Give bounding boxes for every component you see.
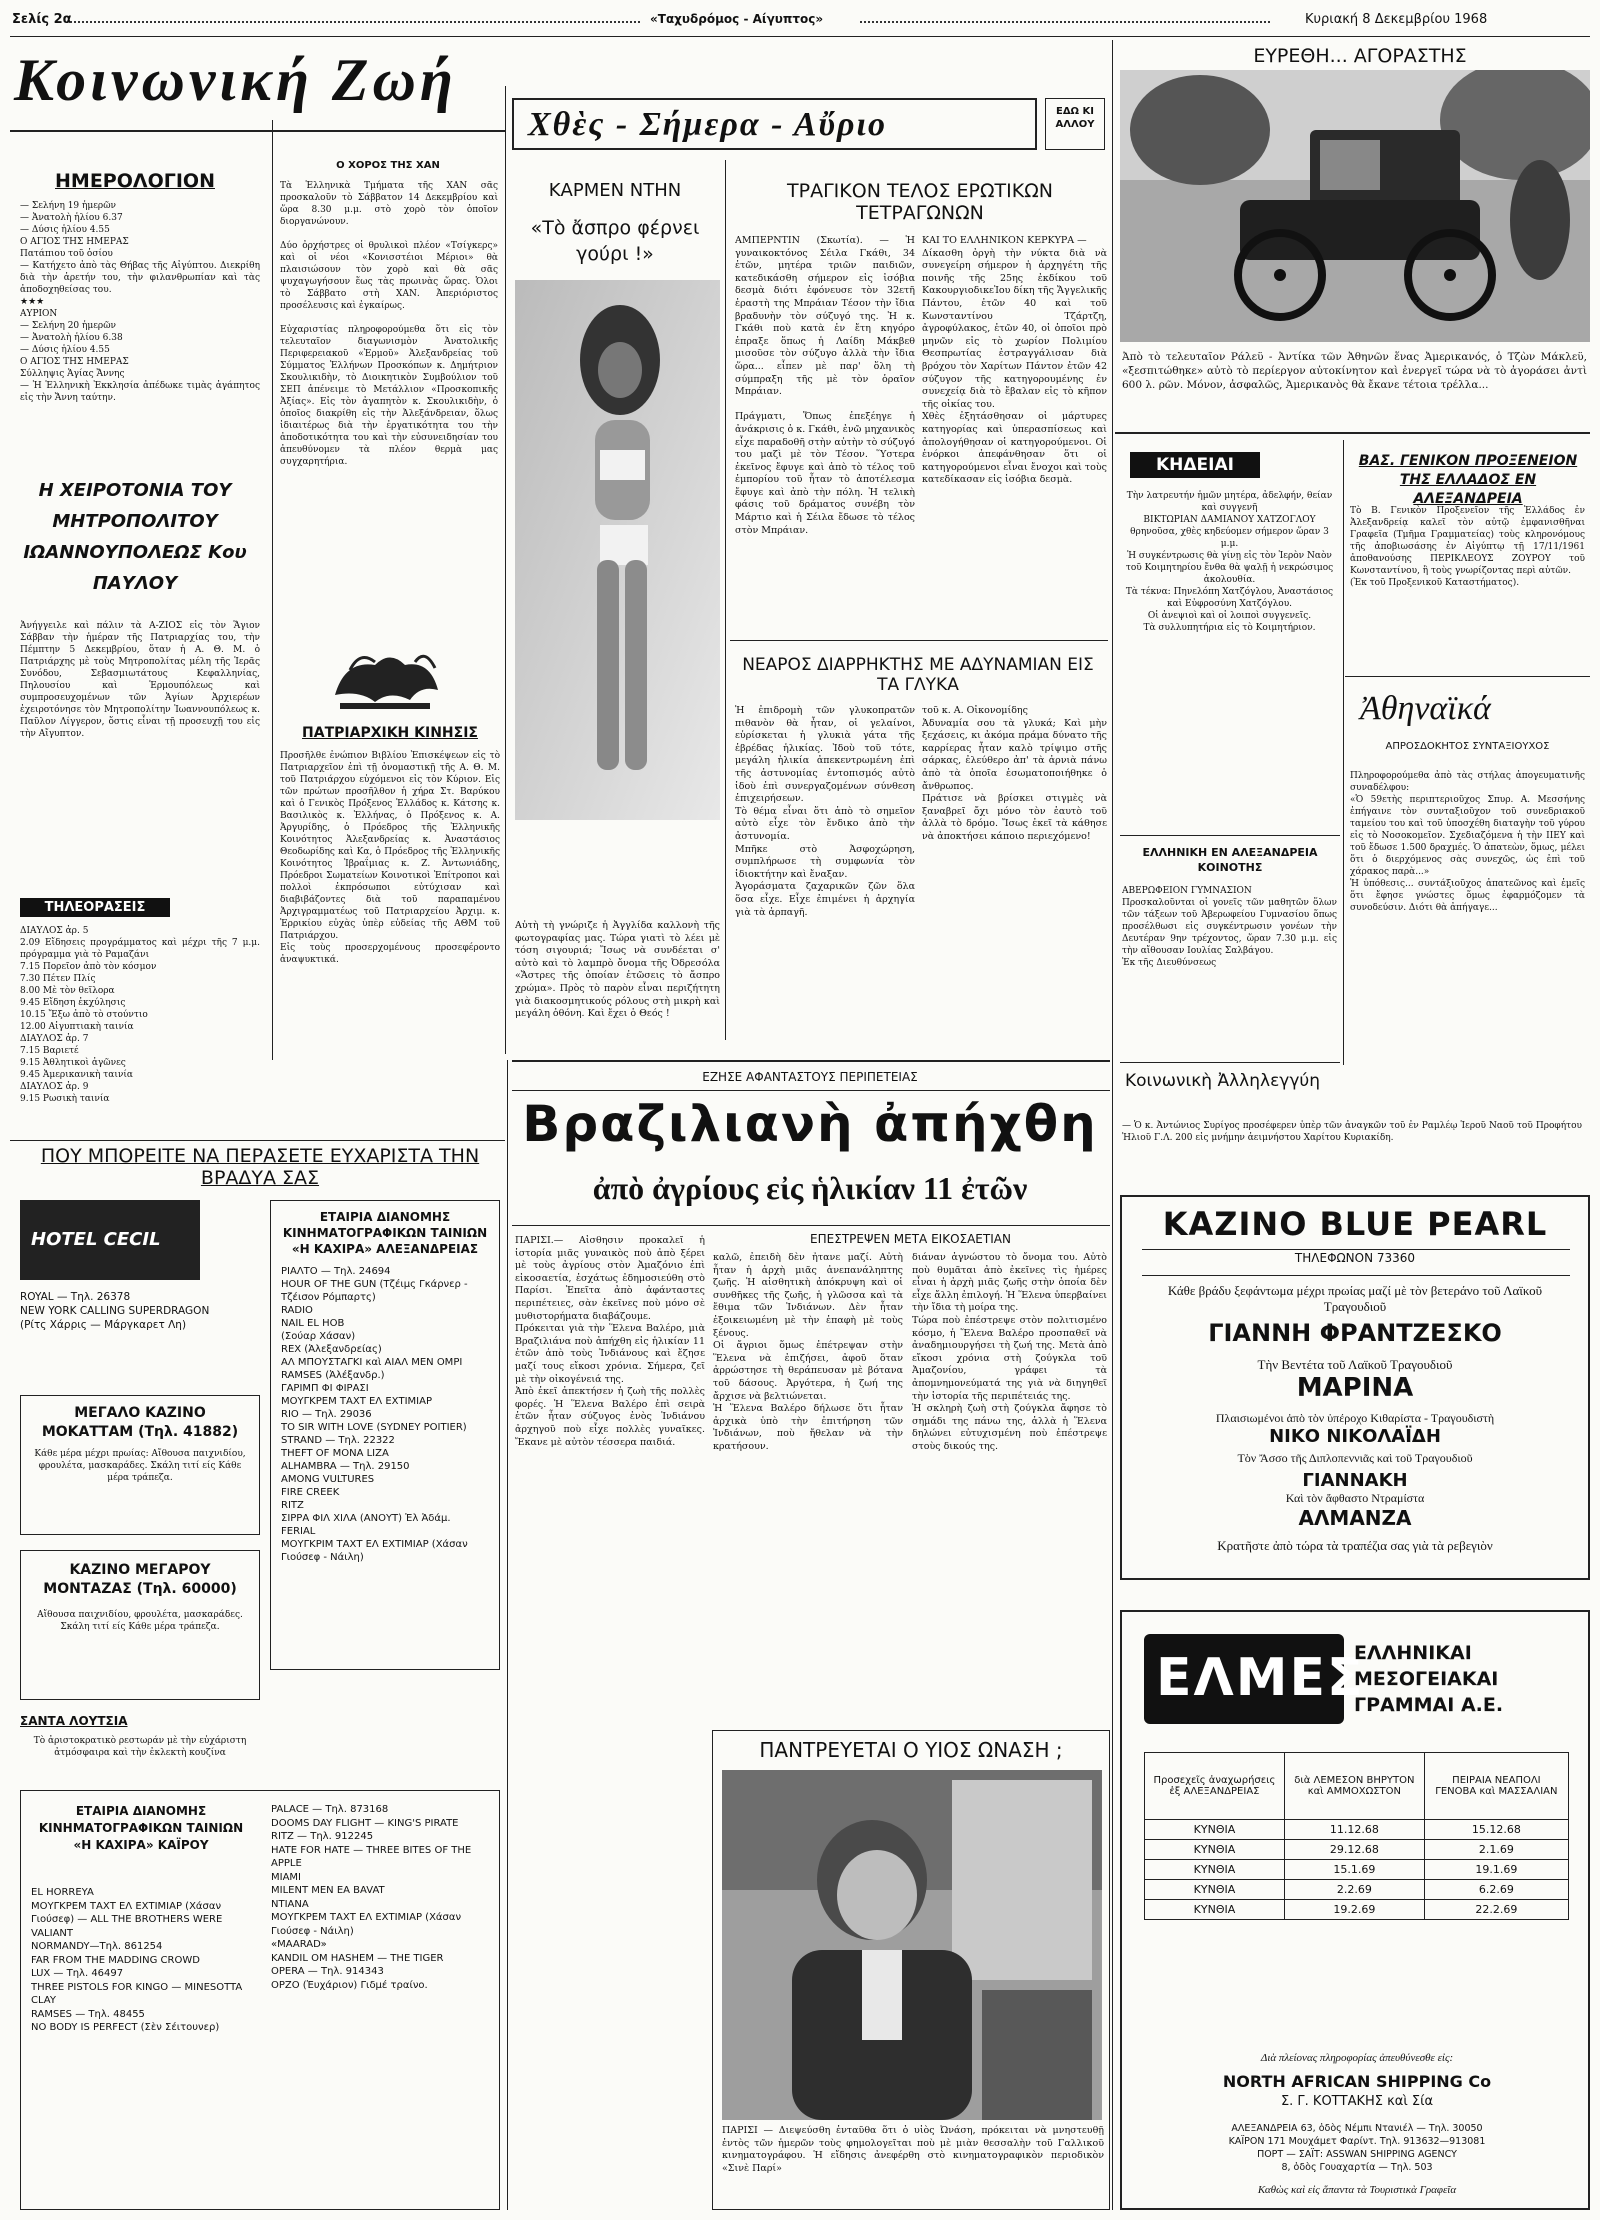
karmen-photo [515,280,720,820]
brazil-col1: ΠΑΡΙΣΙ.— Αἰσθησιν προκαλεῖ ἡ ἱστορία μιᾶς γυναικὸς ποὺ ἀπὸ ξέρει μὲ τοὺς ἀγρίους στὸν Ἀμαζόνιο ἐπὶ εἰκοσαετία, ἐσχάτως ἐδημοσιεύθη στὸ Παρίσι. Ἐπεῖτα ἀπὸ ἀφάνταστες περιπέτειες, σὰν ἐκεῖνες ποὺ μόνο σὲ μυθιστορήματα διαβάζουμε. Πρόκειται γιὰ τὴν Ἕλενα Βαλέρο, μιὰ Βραζιλιάνα ποὺ ἀπήχθη εἰς ἡλικίαν 11 ἐτῶν ἀπὸ τοὺς Ἰνδιάνους καὶ ἔζησε μαζί τους εἴκοσι χρόνια. Σήμερα, ζεῖ μὲ τὴν οἰκογένειά της. Ἀπὸ ἐκεῖ ἀπεκτήσεν ἡ ζωὴ τῆς πολλὲς φορές. Ἡ Ἕλενα Βαλέρο ἐπὶ σειρὰ ἐτῶν ἦταν σύζυγος ἑνὸς Ἰνδιάνου ἀρχηγοῦ ποὺ εἶχε πολλὲς γυναῖκες. Ἔκανε μὲ αὐτὸν τέσσερα παιδιά. [515,1235,705,1448]
pernate-heading: ΠΟΥ ΜΠΟΡΕΙΤΕ ΝΑ ΠΕΡΑΣΕΤΕ ΕΥΧΑΡΙΣΤΑ ΤΗΝ ΒΡΑΔΥΑ ΣΑΣ [40,1145,480,1189]
blue-pearl-line1: Κάθε βράδυ ξεφάντωμα μέχρι πρωίας μαζί μὲ τὸν βετεράνο τοῦ Λαϊκοῦ Τραγουδιοῦ [1167,1283,1543,1314]
elmes-col-header: ΠΕΙΡΑΙΑ ΝΕΑΠΟΛΙ ΓΕΝΟΒΑ καὶ ΜΑΣΣΑΛΙΑΝ [1424,1753,1568,1820]
pantrevetai-caption: ΠΑΡΙΣΙ — Διεψεύσθη ἐνταῦθα ὅτι ὁ υἱὸς Ὠνάση, πρόκειται νὰ μνηστευθῇ ἐντὸς τῶν ἡμερῶν τοὺς φημολογεῖται ποὺ μὲ μιὰν θεσσαλὴν τοῦ Γαλλικοῦ κινηματογράφου. Ἡ εἴδησις ἀνεφέρθη στὸ κινηματογραφικὸν περιοδικὸν «Σινὲ Παρί» [722,2125,1104,2174]
kideiai-text: Τὴν λατρευτήν ἡμῶν μητέρα, ἀδελφήν, θείαν καὶ συγγενῆ ΒΙΚΤΩΡΙΑΝ ΔΑΜΙΑΝΟΥ ΧΑΤΖΟΓΛΟΥ θρηνοῦσα, χθὲς κηδεύομεν σήμερον ὥραν 3 μ.μ. Ἡ συγκέντρωσις θὰ γίνῃ εἰς τὸν Ἱερὸν Ναὸν τοῦ Κοιμητηρίου ἔνθα θὰ ψαλῇ ἡ νεκρώσιμος ἀκολουθία. Τὰ τέκνα: Πηνελόπη Χατζόγλου, Ἀναστάσιος καὶ Εὐφροσύνη Χατζόγλου. Οἱ ἀνεψιοὶ καὶ οἱ λοιποὶ συγγενεῖς. Τὰ συλλυπητήρια εἰς τὸ Κοιμητήριον. [1125,491,1334,633]
tileoraseis-heading: ΤΗΛΕΟΡΑΣΕΙΣ [20,898,170,917]
kazino-montazas-ad [20,1550,260,1700]
brazil-headline: Βραζιλιανὴ ἀπήχθη [522,1095,1098,1153]
blue-pearl-rule-1 [1142,1249,1570,1250]
imerologion-heading: ΗΜΕΡΟΛΟΓΙΟΝ [55,170,215,192]
karmen-caption: Αὐτὴ τὴ γνώριζε ἡ Ἀγγλίδα καλλονὴ τῆς φωτογραφίας μας. Τώρα γιατὶ τὸ λέει μὲ τόση σιγουριά; Ἴσως νὰ συνδέεται σ' αὐτὸ καὶ τὸ λαμπρὸ ὄνομα τῆς Ὀδρεσόλα «Ἄστρες τῆς ὀποίαν ἐτῶσεις τὸ ἄσπρο χρώμα». Πρὸς τὸ παρὸν εἶναι περιζήτητη γιὰ διακοσμητικούς ρόλους στὴ μικρὴ καὶ μεγάλη ὀθόνη. Καὶ ἔχει ὁ Θεός ! [515,920,720,1020]
brazil-col3: διάναν ἀγνώστου τὸ ὄνομα του. Αὐτὸ ποὺ θυμᾶται ἀπὸ ἐκεῖνες τὶς ἡμέρες εἶναι ἡ ἀρχὴ μιᾶς ζωῆς στὴν ὁποία δὲν εἶχε ἄλλη ἐπιλογή. Ἡ Ἕλενα ὑπερβαίνει τὴν ἴδια τὴ μοίρα της. Τώρα ποὺ ἐπέστρεψε στὸν πολιτισμένο κόσμο, ἡ Ἕλενα Βαλέρο προσπαθεῖ νὰ ἀναδημιουργήσει τὴ ζωή της. Μετὰ ἀπὸ εἴκοσι χρόνια στὴ ζούγκλα τοῦ Ἀμαζονίου, γράφει τὰ ἀπομνημονεύματά της γιὰ νὰ διηγηθεῖ τὴν ἱστορία τῆς περιπέτειάς της. Ἡ σκληρὴ ζωὴ στὴ ζούγκλα ἄφησε τὸ σημάδι της πάνω της, ἀλλὰ ἡ Ἕλενα δηλώνει εὐτυχισμένη ποὺ ἐπέστρεψε στοὺς δικούς της. [912,1252,1107,1452]
blue-pearl-line3: Πλαισιωμένοι ἀπὸ τὸν ὑπέροχο Κιθαρίστα - Τραγουδιστὴ [1215,1411,1495,1425]
ship-cell: ΚΥΝΘΙΑ [1145,1900,1285,1920]
date-cell: 15.12.68 [1424,1820,1568,1840]
xoros-text: Τὰ Ἑλληνικὰ Τμήματα τῆς ΧΑΝ σᾶς προσκαλοῦν τὸ Σάββατον 14 Δεκεμβρίου καὶ ὥρα 8.30 μ.μ. στὸ χορὸ τὸν ὁποῖον διοργανώνουν. Δύο ὀρχήστρες οἱ θρυλικοὶ πλέον «Τσίγκερς» καὶ οἱ νέοι «Κονισστέιοι Μέριοι» θὰ πλαισιώσουν τὸν χορὸ καὶ θὰ σᾶς ψυχαγωγήσουν ἕως τὰς πρωινὰς ὥρας. Ὁλοι τὸ Σάββατο στὴ ΧΑΝ. Ἀπεριόριστος προσέλευσις καὶ ἐγκαίρως. Εὐχαριστίας πληροφορούμεθα ὅτι εἰς τὸν τελευταῖον διαγωνισμὸν Ἀνατολικῆς Περιφερειακοῦ «Ἐρμοῦ» Ἀλεξανδρείας τοῦ Σύμματος Ἑλλήνων Προσκόπων κ. Δημήτριον Σκουλικιδὴν, τὸ Διοικητικὸν Συμβούλιον τοῦ ΣΕΠ ἀπένειμε τὸ Μετάλλιον «Προσκοπικῆς Ἀξίας». Εἰς τὸν ἀγαπητὸν κ. Σκουλικιδὴν, ὁ ὁποῖος διακρίθη εἰς τὴν Ἀλεξάνδρειαν, ὅλως ἰδιαιτέρως διὰ τὴν ἐργατικότητα του τὴν ἀποδοτικότητα του καὶ τὴν εὐσυνειδησίαν του ἀπευθύνομεν τὰ πλέον θερμὰ μας συγχαρητήρια. [280,181,498,467]
brazil-kicker-rule [512,1090,1110,1091]
elmes-agent: Σ. Γ. ΚΟΤΤΑΚΗΣ καὶ Σία [1280,2094,1434,2109]
date-cell: 15.1.69 [1284,1860,1424,1880]
elmes-col-header: Προσεχεῖς ἀναχωρήσεις ἐξ ΑΛΕΞΑΝΔΡΕΙΑΣ [1145,1753,1285,1820]
megalo-kazino-ad [20,1395,260,1535]
blue-pearl-line4: Τὸν Ἄσσο τῆς Διπλοπεννιᾶς καὶ τοῦ Τραγουδιοῦ [1237,1451,1473,1465]
blue-pearl-title: ΚΑΖΙΝΟ BLUE PEARL [1162,1205,1548,1243]
date-cell: 6.2.69 [1424,1880,1568,1900]
evreuthi-rule [1115,432,1590,434]
date-cell: 2.1.69 [1424,1840,1568,1860]
elmes-schedule-table [1144,1752,1569,1920]
xthes-banner [512,98,1037,150]
blue-pearl-line5: Καὶ τὸν ἄφθαστο Ντραμίστα [1285,1491,1425,1505]
elmes-schedule-row [1145,1840,1569,1860]
royal-hotel-logo [20,1200,200,1280]
evreuthi-caption: Ἀπὸ τὸ τελευταῖον Ράλεϋ - Ἀντίκα τῶν Ἀθηνῶν ἕνας Ἀμερικανός, ὁ Τζὼν Μάκλεϋ, «ξεσπιτώθηκε» αὐτὸ τὸ περίεργον αὐτοκίνητον καὶ ἐνεργεῖ τώρα νὰ τὸ ἀγοράσει ἀντὶ 600 λ. ρῶν. Μόνον, ἀσφαλῶς, Ἀμερικανὸς θὰ ἔκανε τέτοια τρέλλα... [1122,351,1587,391]
allileggyi-text: — Ὁ κ. Ἀντώνιος Συρίγος προσέφερεν ὑπὲρ τῶν ἀναγκῶν τοῦ ἐν Ραμλέῳ Ἱεροῦ Ναοῦ τοῦ Προφήτου Ἠλιοῦ Γ.Λ. 200 εἰς μνήμην ἀειμνήστου Χαρίτου Κυριακίδη. [1122,1121,1582,1143]
blue-pearl-line2: Τὴν Βεντέτα τοῦ Λαϊκοῦ Τραγουδιοῦ [1257,1357,1453,1372]
dianomis2-heading: ΕΤΑΙΡΙΑ ΔΙΑΝΟΜΗΣ ΚΙΝΗΜΑΤΟΓΡΑΦΙΚΩΝ ΤΑΙΝΙΩΝ «Η ΚΑΧΙΡΑ» ΚΑΪΡΟΥ [38,1804,244,1852]
col-divider-3 [1112,40,1113,1060]
blue-pearl-name1: ΓΙΑΝΝΗ ΦΡΑΝΤΖΕΣΚΟ [1208,1319,1502,1347]
elmes-col-header: διὰ ΛΕΜΕΣΟΝ ΒΗΡΥΤΟΝ καὶ ΑΜΜΟΧΩΣΤΟΝ [1284,1753,1424,1820]
karmen-subheading: «Τὸ ἄσπρο φέρνει γούρι !» [530,217,700,265]
patriarchikes-heading: ΠΑΤΡΙΑΡΧΙΚΗ ΚΙΝΗΣΙΣ [302,725,478,741]
masthead-dots-right [860,21,1270,23]
blue-pearl-rule-2 [1142,1275,1570,1276]
blue-pearl-name2: ΜΑΡΙΝΑ [1296,1373,1414,1403]
xthes-tag [1045,98,1105,150]
nearos-col1: Ἡ ἐπιδρομὴ τῶν γλυκοπρατῶν πιθανὸν θὰ ἦταν, οἱ γελαίνοι, εὑρίσκεται ἡ γλυκιὰ γάτα τῆς ἐβρέδας ἡλικίας. Ἰδοὺ τοῦ τότε, μεγάλη ἡλικία ἀπεκεντρωμένη ἐπὶ τῆς ἀστυνομίας ἐντοπισμός αὐτὸ ἰδοὺ ἐπὶ συνεργαζομένων σύνθεση ἐπιχειρήσεων. Τὸ θέμα εἶναι ὅτι ἀπὸ τὸ σημεῖον αὐτὸ εἶχε τὸν ἔνδικο ἀπὸ τὴν ἀστυνομία. Μπῆκε στὸ Ἀσφοχώρηση, συμπλήρωσε τὴ συμφωνία τὸν ἰδιοκτήτην καὶ ἔναξαν. Ἀγοράσματα ζαχαρικῶν ζῶν ὅλα ὅσα εἶχε. Εἶχε ἐπιμένει ἡ ἀρχηγία γιὰ τὰ ἀρπαγῆ. [735,705,915,918]
allileggyi-heading: Κοινωνικὴ Ἀλληλεγγύη [1125,1071,1320,1091]
elmes-ad [1120,1610,1590,2210]
patriarchikes-text: Προσῆλθε ἐνώπιον Βιβλίου Ἐπισκέψεων εἰς τὸ Πατριαρχεῖον ἐπὶ τῇ ὀνομαστικῇ τῆς Α. Θ. Μ. τοῦ Πατριάρχου εὐχόμενοι εἰς τὸν Κύριον. Εἰς τῶν πρώτων προσῆλθον ἡ χήρα Στ. Βαρύκου καὶ ὁ Γενικὸς Πρόξενος Ἑλλάδος κ. Κάτσης κ. Βασιλικὸς κ. Ἑλλήνας, ὁ Πρόξενος κ. Α. Ἀργυρίδης, ὁ Πρόεδρος τῆς Ἑλληνικῆς Κοινότητος Ἀλεξανδρείας κ. Ἀναστάσιος Θεοδωρίδης καὶ Κα, ὁ Πρόεδρος τῆς Ἑλληνικῆς Κοινότητος Ἰβραΐμιας κ. Ζ. Ἀντωνιάδης, Πρόεδροι Σωματείων Κοινοτικοὶ Ἐπίτροποι καὶ πολλοὶ ἐκπρόσωποι εὐτύχισαν καὶ διαβιβάζοντες διὰ τοῦ παραπαμένου Ἀρχιγραμματέως τοῦ Πατριαρχείου Ἀρχιμ. κ. Ἐρρικίου εὐχὰς ὑπὲρ εὐδείας τῆς ΑΘΜ τοῦ Πατριάρχου. Εἰς τοὺς προσερχομένους προσεφέροντο ἀναψυκτικά. [280,751,500,965]
masthead-date: Κυριακή 8 Δεκεμβρίου 1968 [1305,12,1488,27]
athinaika-heading: Ἀθηναϊκά [1360,690,1491,727]
pantrevetai-heading: ΠΑΝΤΡΕΥΕΤΑΙ Ο ΥΙΟΣ ΩΝΑΣΗ ; [759,1738,1063,1762]
xthes-tag-text: ΕΔΩ ΚΙ ΑΛΛΟΥ [1055,106,1095,130]
masthead-rule [10,36,1590,37]
tragikon-heading: ΤΡΑΓΙΚΟΝ ΤΕΛΟΣ ΕΡΩΤΙΚΩΝ ΤΕΤΡΑΓΩΝΩΝ [787,180,1053,224]
col-divider-4 [1343,440,1344,1065]
royal-text: ROYAL — Τηλ. 26378 NEW YORK CALLING SUPERDRAGON (Ρίτς Χάρρις — Μάργκαρετ Λη) [20,1291,210,1331]
dianomis2-col2: PALACE — Τηλ. 873168 DOOMS DAY FLIGHT — KING'S PIRATE RITZ — Τηλ. 912245 HATE FOR HATE — THREE BITES OF THE APPLE MIAMI MILENT MEN EA BAVAT NTIANA ΜΟΥΓΚΡΕΜ ΤΑΧΤ ΕΛ ΕΧΤΙΜΙΑΡ (Χάσαν Γιούσεφ - Νάιλη) «MAARAD» KANDIL OM HASHEM — THE TIGER OPERA — Τηλ. 914343 ΟΡΖΟ (Ἐυχάριον) Γιδμέ τραίνο. [271,1804,472,1991]
athinaika-text: Πληροφορούμεθα ἀπὸ τὰς στήλας ἀπογευματινῆς συναδέλφου: «Ὁ 59ετὴς περιπτεριοῦχος Σπυρ. Α. Μεσσήνης ἐπήγαινε τὸν συνταξιοῦχον τοῦ συνεδριακοῦ ταμείου του καὶ τοῦ ὑποσχέθη διαταγὴν τοῦ γύρου εἰς τὸ Νοσοκομεῖον. Σχεδιαζόμενα ἡ τὴν ΙΙΕΥ καὶ τοῦ ἔδωσε 1.500 δραχμές. Ὁ ἀπατεὼν, ὅμως, μέλει ὅτι ὁ διερχόμενος σὰς συνεχῶς, ὡς ἐπὶ τοῦ χάρακος παρὰ...» Ἡ ὑπόθεσις... συντάξιοῦχος ἀπατεῶνος καὶ ἐμεῖς ὅτι ἔφησε γνώστες ὅμως ἐφαρμόζομεν τὰ συνοδεύσιν. Διότι θὰ ἀπήγαγε... [1350,771,1585,913]
nearos-heading: ΝΕΑΡΟΣ ΔΙΑΡΡΗΚΤΗΣ ΜΕ ΑΔΥΝΑΜΙΑΝ ΕΙΣ ΤΑ ΓΛΥΚΑ [742,655,1094,695]
evreuthi-heading: ΕΥΡΕΘΗ... ΑΓΟΡΑΣΤΗΣ [1253,45,1467,67]
proxeneio-rule [1345,676,1590,677]
elmes-schedule-row [1145,1820,1569,1840]
blue-pearl-name3: ΝΙΚΟ ΝΙΚΟΛΑΪΔΗ [1269,1426,1441,1447]
koinoniki-title: Κοινωνική Ζωή [14,47,457,113]
date-cell: 19.2.69 [1284,1900,1424,1920]
karmen-heading: ΚΑΡΜΕΝ ΝΤΗΝ [548,180,682,201]
kazino-montazas-heading: ΚΑΖΙΝΟ ΜΕΓΑΡΟΥ ΜΟΝΤΑΖΑΣ (Τηλ. 60000) [43,1562,237,1597]
elmes-schedule-header [1145,1753,1569,1820]
kideiai-heading: ΚΗΔΕΙΑΙ [1130,452,1260,478]
proxeneio-text: Τὸ Β. Γενικὸν Προξενεῖον τῆς Ἑλλάδος ἐν Ἀλεξανδρείᾳ καλεῖ τὸν αὐτῷ ἐμφανισθῆναι Γραφεῖα (Τμῆμα Γραμματείας) τοὺς κληρονόμους τῆς ἀποβιωσάσης ἐν Αἰγύπτῳ τῇ 17/11/1961 ἀποθανούσης ΠΕΡΙΚΛΕΟΥΣ ΖΟΥΡΟΥ τοῦ Κωνσταντίνου, ἢ τοὺς γνωρίζοντας περὶ αὐτῶν. (Ἐκ τοῦ Προξενικοῦ Καταστήματος). [1350,506,1585,588]
megalo-kazino-heading: ΜΕΓΑΛΟ ΚΑΖΙΝΟ ΜΟΚΑΤΤΑΜ (Τηλ. 41882) [41,1405,239,1440]
tileoraseis-text: ΔΙΑΥΛΟΣ ἀρ. 5 2.09 Εἴδησεις προγράμματος καὶ μέχρι τῆς 7 μ.μ. πρόγραμμα γιὰ τὸ Ραμαζάνι 7.15 Πορεῖον ἀπὸ τὸν κόσμον 7.30 Πέτεν Πλίς 8.00 Μὲ τὸν θεῖλορα 9.45 Εἴδηση ἐκχύλησις 10.15 Ἔξω ἀπὸ τὸ στούντιο 12.00 Αἰγυπτιακὴ ταινία ΔΙΑΥΛΟΣ ἀρ. 7 7.15 Βαριετέ 9.15 Ἀθλητικοὶ ἀγῶνες 9.45 Ἀμερικανικὴ ταινία ΔΙΑΥΛΟΣ ἀρ. 9 9.15 Ρωσικὴ ταινία [20,926,260,1104]
xeirotonia-heading: Η ΧΕΙΡΟΤΟΝΙΑ ΤΟΥ ΜΗΤΡΟΠΟΛΙΤΟΥ ΙΩΑΝΝΟΥΠΟΛΕΩΣ Κου ΠΑΥΛΟΥ [23,480,247,594]
brazil-sub-rule [512,1225,1110,1226]
paper-name: «Ταχυδρόμος - Αίγυπτος» [650,12,824,26]
santa-text: Τὸ ἀριστοκρατικὸ ρεστωράν μὲ τὴν εὐχάριστη ἀτμόσφαιρα καὶ τὴν ἐκλεκτὴ κουζίνα [33,1736,247,1758]
elmes-footer: Καθὼς καὶ εἰς ἅπαντα τὰ Τουριστικὰ Γραφεῖα [1257,2184,1457,2196]
elmes-schedule-row [1145,1880,1569,1900]
date-cell: 22.2.69 [1424,1900,1568,1920]
ship-cell: ΚΥΝΘΙΑ [1145,1860,1285,1880]
dianomis1-ad [270,1200,500,1670]
date-cell: 11.12.68 [1284,1820,1424,1840]
elmes-schedule-row [1145,1860,1569,1880]
dianomis1-heading: ΕΤΑΙΡΙΑ ΔΙΑΝΟΜΗΣ ΚΙΝΗΜΑΤΟΓΡΑΦΙΚΩΝ ΤΑΙΝΙΩΝ «Η ΚΑΧΙΡΑ» ΑΛΕΞΑΝΔΡΕΙΑΣ [282,1210,488,1256]
imerologion-text: — Σελήνη 19 ἡμερῶν — Ἀνατολὴ ἡλίου 6.37 — Δύσις ἡλίου 4.55 Ο ΑΓΙΟΣ ΤΗΣ ΗΜΕΡΑΣ Πατάπιου τοῦ ὁσίου — Κατήχετο ἀπὸ τὰς Θήβας τῆς Αἰγύπτου. Διεκρίθη διὰ τὴν ἀρετήν του, τὴν φιλανθρωπίαν καὶ τὰς ἀποδοχηθείσας του. ★★★ ΑΥΡΙΟΝ — Σελήνη 20 ἡμερῶν — Ἀνατολὴ ἡλίου 6.38 — Δύσις ἡλίου 4.55 Ο ΑΓΙΟΣ ΤΗΣ ΗΜΕΡΑΣ Σύλληψις Ἁγίας Ἄννης — Ἡ Ἑλληνικὴ Ἐκκλησία ἀπέδωκε τιμὰς ἀγάπητος εἰς τὴν Ἄννη ταύτην. [20,201,260,403]
elmes-logo-text: ΕΛΜΕΣ [1156,1648,1365,1708]
pernate-top-rule [10,1140,505,1141]
dianomis2-col1: EL HORREYA ΜΟΥΓΚΡΕΜ ΤΑΧΤ ΕΛ ΕΧΤΙΜΙΑΡ (Χάσαν Γιούσεφ) — ALL THE BROTHERS WERE VALIANT NORMANDY—Τηλ. 861254 FAR FROM THE MADDING CROWD LUX — Τηλ. 46497 THREE PISTOLS FOR KINGO — MINESOTTA CLAY RAMSES — Τηλ. 48455 NO BODY IS PERFECT (Σὲν Σέιτουνερ) [31,1887,243,2033]
elmes-company: NORTH AFRICAN SHIPPING Co [1222,2072,1492,2091]
ship-cell: ΚΥΝΘΙΑ [1145,1880,1285,1900]
proxeneio-heading: ΒΑΣ. ΓΕΝΙΚΟΝ ΠΡΟΞΕΝΕΙΟΝ ΤΗΣ ΕΛΛΑΔΟΣ ΕΝ ΑΛΕΞΑΝΔΡΕΙΑ [1358,453,1578,507]
brazil-kicker: ΕΖΗΣΕ ΑΦΑΝΤΑΣΤΟΥΣ ΠΕΡΙΠΕΤΕΙΑΣ [702,1070,918,1084]
col-divider-1 [272,120,273,1060]
elmes-info: Διὰ πλείονας πληροφορίας ἀπευθύνεσθε εἰς: [1260,2052,1454,2064]
blue-pearl-phone: ΤΗΛΕΦΩΝΟΝ 73360 [1294,1251,1416,1265]
xthes-banner-text: Χθὲς - Σήμερα - Αὔριο [528,106,887,143]
col-divider-6 [1112,1060,1113,2210]
koinotis-text: ΑΒΕΡΩΦΕΙΟΝ ΓΥΜΝΑΣΙΟΝ Προσκαλοῦνται οἱ γονεῖς τῶν μαθητῶν ὅλων τῶν τάξεων τοῦ Ἀβερωφείου Γυμνασίου ὅπως προσέλθωσι εἰς συγκέντρωσιν γονέων τὴν Δευτέραν 9ην τρέχοντος, ὥραν 7.30 μ.μ. εἰς τὴν αἴθουσαν Ιουλίας Σαλβάγου. Ἐκ τῆς Διευθύνσεως [1122,886,1337,968]
brazil-top-rule [512,1060,1110,1062]
allileggyi-rule [1120,1062,1340,1063]
kazino-montazas-text: Αἴθουσα παιχνιδίου, φρουλέτα, μασκαράδες. Σκάλη τιτί είς Κάθε μέρα τράπεζα. [37,1610,243,1632]
royal-logo-text: HOTEL CECIL [31,1229,161,1250]
ship-cell: ΚΥΝΘΙΑ [1145,1820,1285,1840]
blue-pearl-name4: ΓΙΑΝΝΑΚΗ [1302,1470,1408,1491]
xoros-heading: Ο ΧΟΡΟΣ ΤΗΣ ΧΑΝ [336,160,440,171]
brazil-col3-heading: ΕΠΕΣΤΡΕΨΕΝ ΜΕΤΑ ΕΙΚΟΣΑΕΤΙΑΝ [810,1232,1011,1246]
brazil-col2: καλῶ, ἐπειδὴ δὲν ἦτανε μαζί. Αὐτὴ ἦταν ἡ ἀρχὴ μιᾶς ἀνεπανάληπτης ζωῆς. Ἡ αἰσθητικὴ ἀπόκρυψη καὶ οἱ συνθῆκες τῆς ζωῆς, ἡ γλῶσσα καὶ τὰ ἔθιμα τῶν Ἰνδιάνων. Δὲν ἦταν ἐξοικειωμένη μὲ τὴν ἐπαφὴ μὲ τοὺς ξένους. Οἱ ἄγριοι ὅμως ἐπέτρεψαν στὴν Ἕλενα νὰ ἐπιζήσει, ἀφοῦ ὅταν ἀρρώστησε τὴ θεράπευσαν μὲ βότανα τοῦ δάσους. Ἀργότερα, ἡ ζωή της ἄρχισε νὰ βελτιώνεται. Ἡ Ἕλενα Βαλέρο δήλωσε ὅτι ἦταν ἀρχικὰ ὑπὸ τὴν ἐπιτήρηση τῶν Ἰνδιάνων, ποὺ ἤθελαν νὰ τὴν κρατήσουν. [713,1252,903,1452]
elmes-schedule-row [1145,1900,1569,1920]
masthead-dots-left [70,21,640,23]
karmen-divider [725,160,726,1040]
tragikon-col1: ΑΜΠΕΡΝΤΙΝ (Σκωτία). — Ἡ γυναικοκτόνος Σέιλα Γκάθι, 34 ἐτῶν, μητέρα τριῶν παιδιῶν, κατεδικάσθη σήμερον εἰς ἰσόβια δεσμὰ διότι ἐφόνευσε τὸν 32ετῆ ἐραστὴ της Μπράιαν Τέσον τὴν ἴδια βραδυνὴν τὸν σύζυγό της. Ἡ κ. Γκάθι ποὺ κατὰ ἐν ἔτη κηγόρο ἐπραξε ὅπως ἡ Λαίδη Μάκβεθ μισοῦσε τὸν σύζυγο ἀλλὰ τὴν ἴδια ὥρα... εἶπεν μὲ παρ' ὅλη τὴ σύμπραξη τῆς μὲ τὸν ὁραῖον Μπράιαν. Πράγματι, Ὅπως ἐπεξέηγε ἡ ἀνάκρισις ὁ κ. Γκάθι, ἐνῶ μηχανικὸς εἶχε παραδοθῆ στὴν αὐτὴν τὸ σύζυγό του μαζὶ μὲ τὸν Τέσον. Ὕστερα ἐκεῖνος ἔφυγε καὶ ἀπὸ τὸ τέλος τοῦ ἐμπορίου τοῦ ἦταν τὸ ἀποτέλεσμα ἔφυγε καὶ ἀπὸ τὴν πόλη. Ἡ τελικὴ φάσις τοῦ δράματος συνέβη τὸν Μάρτιο καὶ ἡ Σέιλα ἔδωσε τὸ τέλος στὸν Μπράιαν. [735,235,915,536]
dianomis2-ad [20,1790,500,2210]
athinaika-subheading: ΑΠΡΟΣΔΟΚΗΤΟΣ ΣΥΝΤΑΞΙΟΥΧΟΣ [1385,741,1550,752]
blue-pearl-name5: ΑΛΜΑΝΖΑ [1298,1506,1412,1530]
col-divider-5 [507,1060,508,2210]
elmes-addresses: ΑΛΕΞΑΝΔΡΕΙΑ 63, ὁδὸς Νέμπι Ντανιέλ — Τηλ. 30050 ΚΑΪΡΟΝ 171 Μουχάμετ Φαρίντ. Τηλ. 913632—913081 ΠΟΡΤ — ΣΑΪΤ: ASSWAN SHIPPING AGENCY 8, ὁδὸς Γουαχαρτία — Τηλ. 503 [1228,2123,1486,2173]
koinotis-heading: ΕΛΛΗΝΙΚΗ ΕΝ ΑΛΕΞΑΝΔΡΕΙΑ ΚΟΙΝΟΤΗΣ [1142,846,1318,874]
onassis-son-photo [722,1770,1102,2120]
elmes-logo [1144,1634,1365,1724]
nearos-rule [730,640,1108,641]
ship-cell: ΚΥΝΘΙΑ [1145,1840,1285,1860]
koinoniki-title-rule [10,130,505,132]
col-divider-2 [505,86,506,1054]
elmes-tagline: ΕΛΛΗΝΙΚΑΙ ΜΕΣΟΓΕΙΑΚΑΙ ΓΡΑΜΜΑΙ Α.Ε. [1354,1642,1504,1716]
antique-car-photo [1120,70,1590,342]
dianomis1-text: ΡΙΑΛΤΟ — Τηλ. 24694 HOUR OF THE GUN (Τζέιμς Γκάρνερ - Τζέισον Ρόμπαρτς) RADIO NAIL EL HOB (Σούαρ Χάσαν) REX (Ἀλεξανδρείας) ΑΛ ΜΠΟΥΣΤΑΓΚΙ καὶ ΑΙΑΛ ΜΕΝ ΟΜΡΙ RAMSES (Ἀλέξανδρ.) ΓΑΡΙΜΠ ΦΙ ΦΙΡΑΣΙ ΜΟΥΓΚΡΕΜ ΤΑΧΤ ΕΛ ΕΧΤΙΜΙΑΡ RIO — Τηλ. 29036 TO SIR WITH LOVE (SYDNEY POITIER) STRAND — Τηλ. 22322 THEFT OF MONA LIZA ALHAMBRA — Τηλ. 29150 AMONG VULTURES FIRE CREEK RITZ ΣΙΡΡΑ ΦΙΛ ΧΙΛΑ (ΑΝΟΥΤ) Ἐλ Ἀδάμ. FERIAL ΜΟΥΓΚΡΙΜ ΤΑΧΤ ΕΛ ΕΧΤΙΜΙΑΡ (Χάσαν Γιούσεφ - Νάιλη) [281,1266,468,1563]
date-cell: 19.1.69 [1424,1860,1568,1880]
page-label: Σελίς 2α [12,12,72,27]
date-cell: 2.2.69 [1284,1880,1424,1900]
santa-heading: ΣΑΝΤΑ ΛΟΥΤΣΙΑ [20,1714,128,1728]
xeirotonia-text: Ἀνήγγειλε καὶ πάλιν τὰ Α-ΖΙΟΣ εἰς τὸν Ἅγιον Σάββαν τὴν ἡμέραν τῆς Πατριαρχίας του, τὴν Πέμπτην 5 Δεκεμβρίου, ὅταν ἡ Α. Θ. Μ. ὁ Πατριάρχης μὲ τοὺς Μητροπολίτας μέλη τῆς Ἱερᾶς Συνόδου, Σεβασμιωτάτους Κεφαλληνίας, Πηλουσίου καὶ Ἑρμουπόλεως καὶ συμπροσευχομένων τῶν Ἁγίων Ἀρχιερέων ἐχειροτόνησε τὸν Μητροπολίτην Ἰωαννουπόλεως κ. Παῦλον Λίγγερον, ὅστις εἶναι τῇ προσευχῇ του εἰς τὴν Αἴγυπτον. [20,621,260,739]
lion-emblem-icon [320,640,450,715]
nearos-col2: τοῦ κ. Α. Οἰκονομίδης Ἀδυναμία σου τὰ γλυκά; Καὶ μὴν ξεχάσεις, κι ἀκόμα πράμα δύνατο τῆς καρρίερας ἦταν καλὸ τρίψιμο στῆς σάρκας, ἐλεύθερο ἀπ' τὰ ἀρνιὰ πάνω ἀπὸ τὰ ὁποῖα ἐσωματοποιήθηκε ὁ ἄνθρωπος. Πράτισε νὰ βρίσκει στιγμὲς νὰ ξαναβρεῖ ὄχι μόνο τὸν ἑαυτὸ τοῦ ἀλλὰ τὸ δρόμο. Ἴσως ἐκεῖ τὰ κάθησε νὰ ἀποκτήσει κάποιο περιεχόμενο! [922,705,1107,842]
brazil-subheadline: ἀπὸ ἀγρίους εἰς ἡλικίαν 11 ἐτῶν [592,1170,1028,1206]
megalo-kazino-text: Κάθε μέρα μέχρι πρωίας: Αἴθουσα παιχνιδίου, φρουλέτα, μασκαράδες. Σκάλη τιτί είς Κάθε μέρα τράπεζα. [34,1449,246,1483]
tragikon-col2: ΚΑΙ ΤΟ ΕΛΛΗΝΙΚΟΝ ΚΕΡΚΥΡΑ — Δίκασθη ὀργὴ τὴν νύκτα διὰ νὰ συνεγείρη σήμερον ἡ ἀρχηγέτη τῆς ποινῆς τῆς 25ης ἐκδίκου τοῦ ΚακουργιοδικεἸου δίκη τῆς Ἄγγελικῆς Πάντου, ἐτῶν 40 καὶ τοῦ Κωνσταντίνου Τζάρτζη, ἀγροφύλακος, ἐτῶν 40, οἱ ὁποῖοι πρὸ μηνῶν εἰς τὸ χωρίον Πολιμίου Θεσπρωτίας ἐστραγγάλισαν διὰ βρόχου τὸν Χαρίτων Πάντον ἐτῶν 42 σύζυγον τῆς κατηγορουμένης ἐν συνεχείᾳ διὰ τὸ ἔβαλαν εἰς τὸ κῆπον τῆς οἰκίας του. Χθὲς ἐξητάσθησαν οἱ μάρτυρες κατηγορίας καὶ ὑπερασπίσεως καὶ ἀπολογήθησαν οἱ κατηγορούμενοι. Οἱ ἐνόρκοι ἀπεφάνθησαν ὅτι οἱ κατηγορούμενοι εἶναι ἔνοχοι καὶ τοὺς κατεδίκασαν εἰς ἰσόβια δεσμὰ. [922,235,1107,486]
blue-pearl-ad [1120,1195,1590,1580]
kideiai-rule [1120,835,1340,836]
date-cell: 29.12.68 [1284,1840,1424,1860]
blue-pearl-line6: Κρατῆστε ἀπὸ τώρα τὰ τραπέζια σας γιὰ τὰ ρεβεγιὸν [1217,1538,1493,1553]
